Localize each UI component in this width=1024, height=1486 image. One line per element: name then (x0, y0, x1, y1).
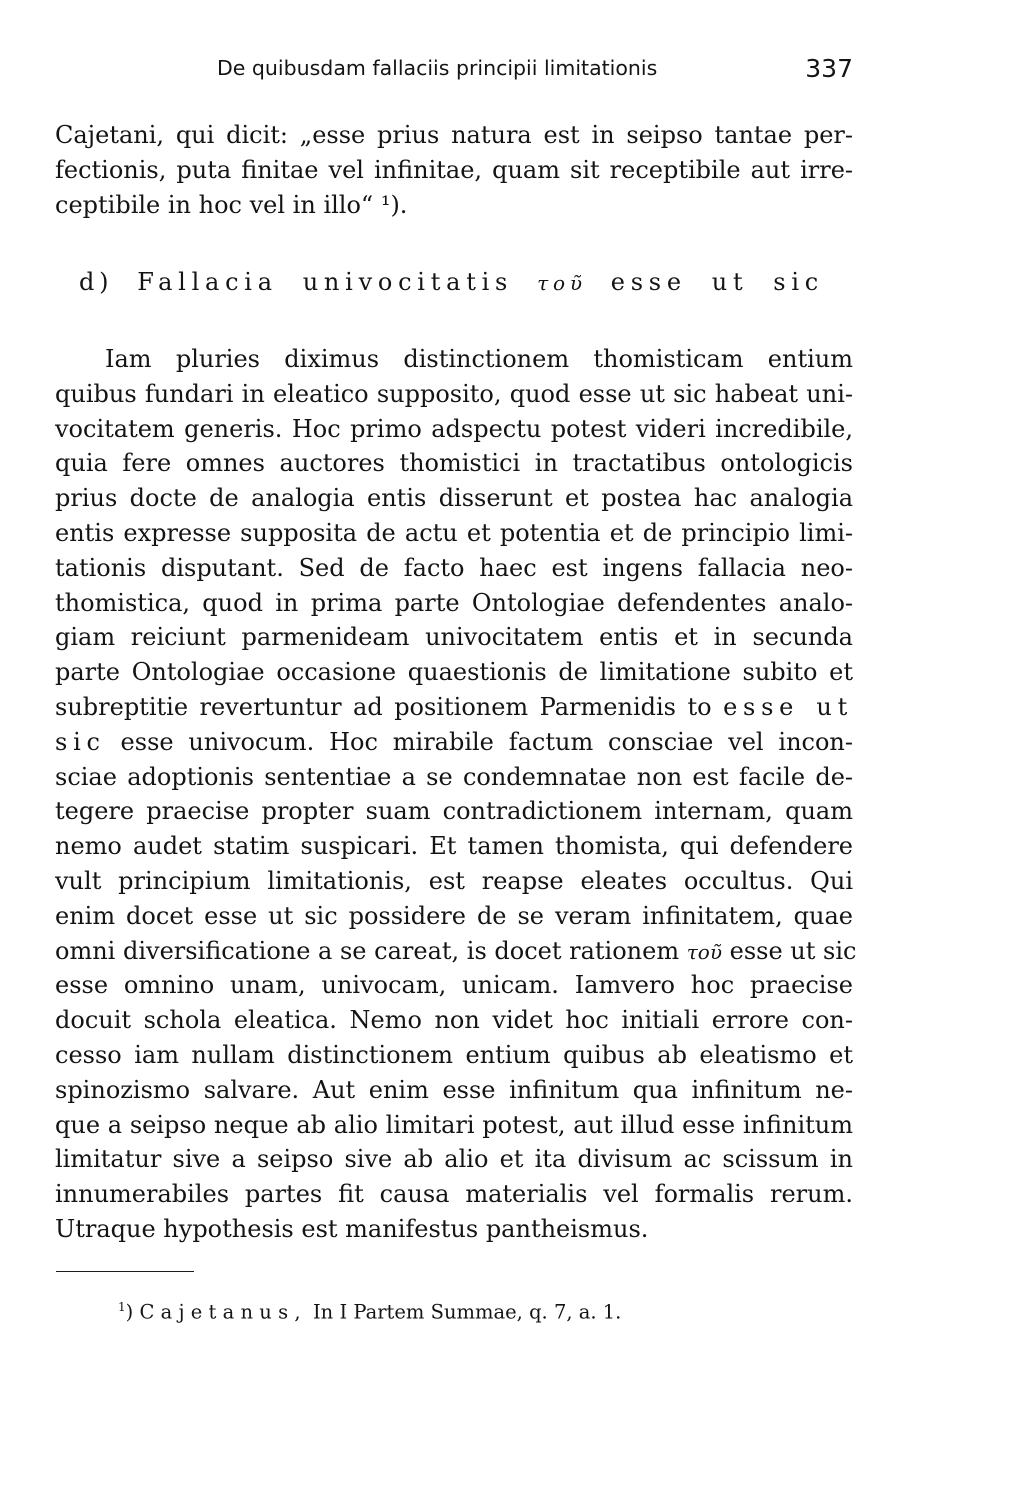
text-line: parte Ontologiae occasione quaestionis de limitatione subito et (55, 658, 853, 687)
text-line: esse omnino unam, univocam, unicam. Iamvero hoc praecise (55, 971, 853, 1000)
footnote-citation: In I Partem Summae, q. 7, a. 1. (312, 1300, 622, 1324)
text-line: Iam pluries diximus distinctionem thomisticam entium (105, 345, 853, 373)
text-line: thomistica, quod in prima parte Ontologiae defendentes analo- (55, 588, 853, 617)
footnote-author: Cajetanus, (139, 1300, 307, 1324)
text-line: cesso iam nullam distinctionem entium quibus ab eleatismo et (55, 1040, 853, 1069)
text-line: quibus fundari in eleatico supposito, quod esse ut sic habeat uni- (55, 379, 853, 408)
footnote-paren: ) (125, 1300, 134, 1324)
text-fragment: esse univocum. Hoc mirabile factum consciae vel incon- (120, 727, 853, 756)
text-line: giam reiciunt parmenideam univocitatem entis et in secunda (55, 623, 853, 652)
text-line: tegere praecise propter suam contradictionem internam, quam (55, 797, 853, 826)
text-line: ceptibile in hoc vel in illo“ ¹). (55, 190, 408, 219)
text-line: tationis disputant. Sed de facto haec est ingens fallacia neo- (55, 553, 853, 582)
text-line-mixed (55, 725, 853, 760)
text-line: prius docte de analogia entis disserunt et postea hac analogia (55, 484, 853, 513)
text-line: sciae adoptionis sententiae a se condemnatae non est facile de- (55, 762, 853, 791)
paragraph-main (55, 342, 857, 1247)
text-line: nemo audet statim suspicari. Et tamen thomista, qui defendere (55, 832, 853, 861)
section-heading (79, 268, 824, 296)
spaced-fragment: esse ut (723, 692, 854, 721)
section-title: Fallacia univocitatis (137, 268, 514, 296)
text-fragment: esse ut sic (729, 936, 857, 965)
page-number: 337 (805, 54, 853, 83)
text-line: Cajetani, qui dicit: „esse prius natura est in seipso tantae per- (55, 121, 853, 149)
text-line: spinozismo salvare. Aut enim esse infinitum qua infinitum ne- (55, 1075, 853, 1104)
text-line: que a seipso neque ab alio limitari potest, aut illud esse infinitum (55, 1110, 853, 1139)
running-title: De quibusdam fallaciis principii limitationis (217, 56, 658, 80)
greek-article: τοῦ (537, 271, 587, 295)
text-line: entis expresse supposita de actu et potentia et de principio limi- (55, 518, 853, 547)
text-line: limitatur sive a seipso sive ab alio et ita divisum ac scissum in (55, 1145, 853, 1174)
text-line: enim docet esse ut sic possidere de se veram infinitatem, quae (55, 901, 853, 930)
text-line: Utraque hypothesis est manifestus pantheismus. (55, 1214, 649, 1243)
text-line: innumerabiles partes fit causa materialis vel formalis rerum. (55, 1180, 853, 1209)
footnote (118, 1300, 621, 1324)
text-fragment: omni diversificatione a se careat, is docet rationem (55, 936, 680, 965)
running-head (55, 54, 853, 88)
text-line: docuit schola eleatica. Nemo non videt hoc initiali errore con- (55, 1006, 853, 1035)
text-line: fectionis, puta finitae vel infinitae, quam sit receptibile aut irre- (55, 155, 853, 184)
section-label: d) (79, 268, 114, 296)
footnote-marker: 1 (118, 1300, 126, 1314)
greek-article: τοῦ (686, 939, 722, 964)
spaced-fragment: sic (55, 727, 106, 756)
text-fragment: subreptitie revertuntur ad positionem Parmenidis to (55, 692, 712, 721)
text-line: vocitatem generis. Hoc primo adspectu potest videri incredibile, (55, 414, 853, 443)
section-title-tail: esse ut sic (610, 268, 824, 296)
text-line-mixed (55, 690, 853, 725)
text-line: quia fere omnes auctores thomistici in tractatibus ontologicis (55, 449, 853, 478)
text-line-mixed (55, 934, 857, 969)
text-line: vult principium limitationis, est reapse eleates occultus. Qui (55, 866, 853, 895)
footnote-divider (56, 1271, 194, 1272)
paragraph-continuation (55, 118, 853, 222)
